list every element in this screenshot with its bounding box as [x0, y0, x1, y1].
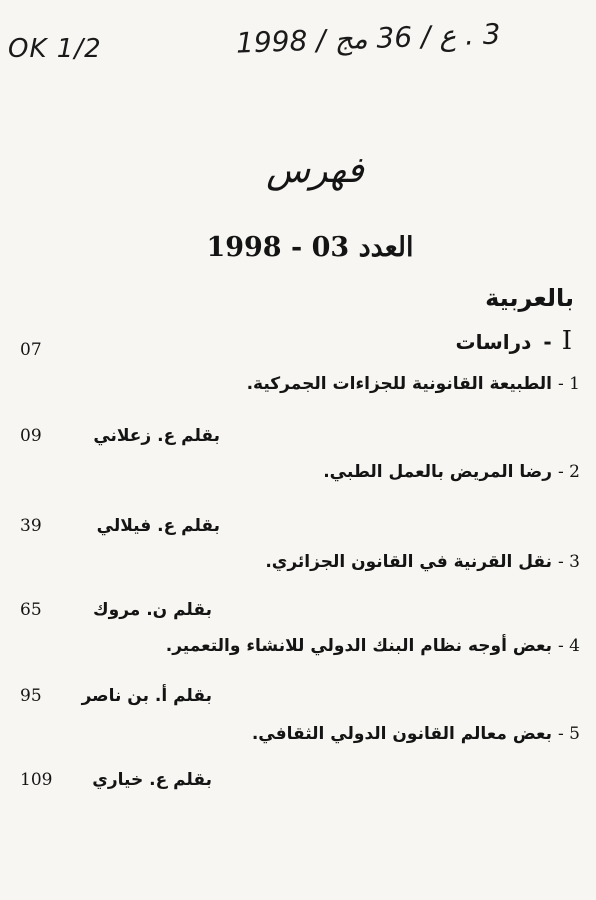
article-title-text: بعض أوجه نظام البنك الدولي للانشاء والتعمير.: [165, 636, 553, 656]
issue-label: العدد 03 - 1998: [206, 232, 414, 263]
article-author-2: بقلم ع. فيلالي: [96, 516, 220, 536]
article-number: 2 -: [558, 462, 580, 482]
handwritten-ok-mark: OK 1/2: [8, 34, 102, 64]
article-title-4: [166, 636, 580, 656]
article-page-5: 109: [20, 770, 53, 790]
part-heading: [455, 326, 572, 356]
article-page-2: 39: [20, 516, 42, 536]
page-title: فهرس: [266, 150, 364, 191]
article-number: 1 -: [558, 374, 580, 394]
part-page-number: 07: [20, 340, 42, 360]
part-numeral: I: [561, 326, 572, 356]
article-title-3: [265, 552, 580, 572]
article-title-2: [323, 462, 580, 482]
article-title-text: نقل القرنية في القانون الجزائري.: [265, 552, 553, 572]
part-dash: -: [543, 330, 552, 354]
article-author-1: بقلم ع. زعلاني: [93, 426, 220, 446]
article-author-3: بقلم ن. مروك: [93, 600, 212, 620]
article-title-text: الطبيعة القانونية للجزاءات الجمركية.: [246, 374, 553, 394]
article-title-1: [247, 374, 580, 394]
article-page-4: 95: [20, 686, 42, 706]
article-page-1: 09: [20, 426, 42, 446]
article-title-text: رضا المريض بالعمل الطبي.: [323, 462, 553, 482]
article-number: 5 -: [558, 724, 580, 744]
part-title: دراسات: [455, 330, 532, 354]
section-language-heading: بالعربية: [485, 284, 574, 312]
article-page-3: 65: [20, 600, 42, 620]
handwritten-reference: 3 . ع / 36 مج / 1998: [235, 17, 502, 60]
article-title-5: [252, 724, 580, 744]
article-author-5: بقلم ع. خياري: [92, 770, 212, 790]
article-title-text: بعض معالم القانون الدولي الثقافي.: [251, 724, 553, 744]
article-number: 3 -: [558, 552, 580, 572]
article-number: 4 -: [558, 636, 580, 656]
article-author-4: بقلم أ. بن ناصر: [81, 686, 212, 706]
